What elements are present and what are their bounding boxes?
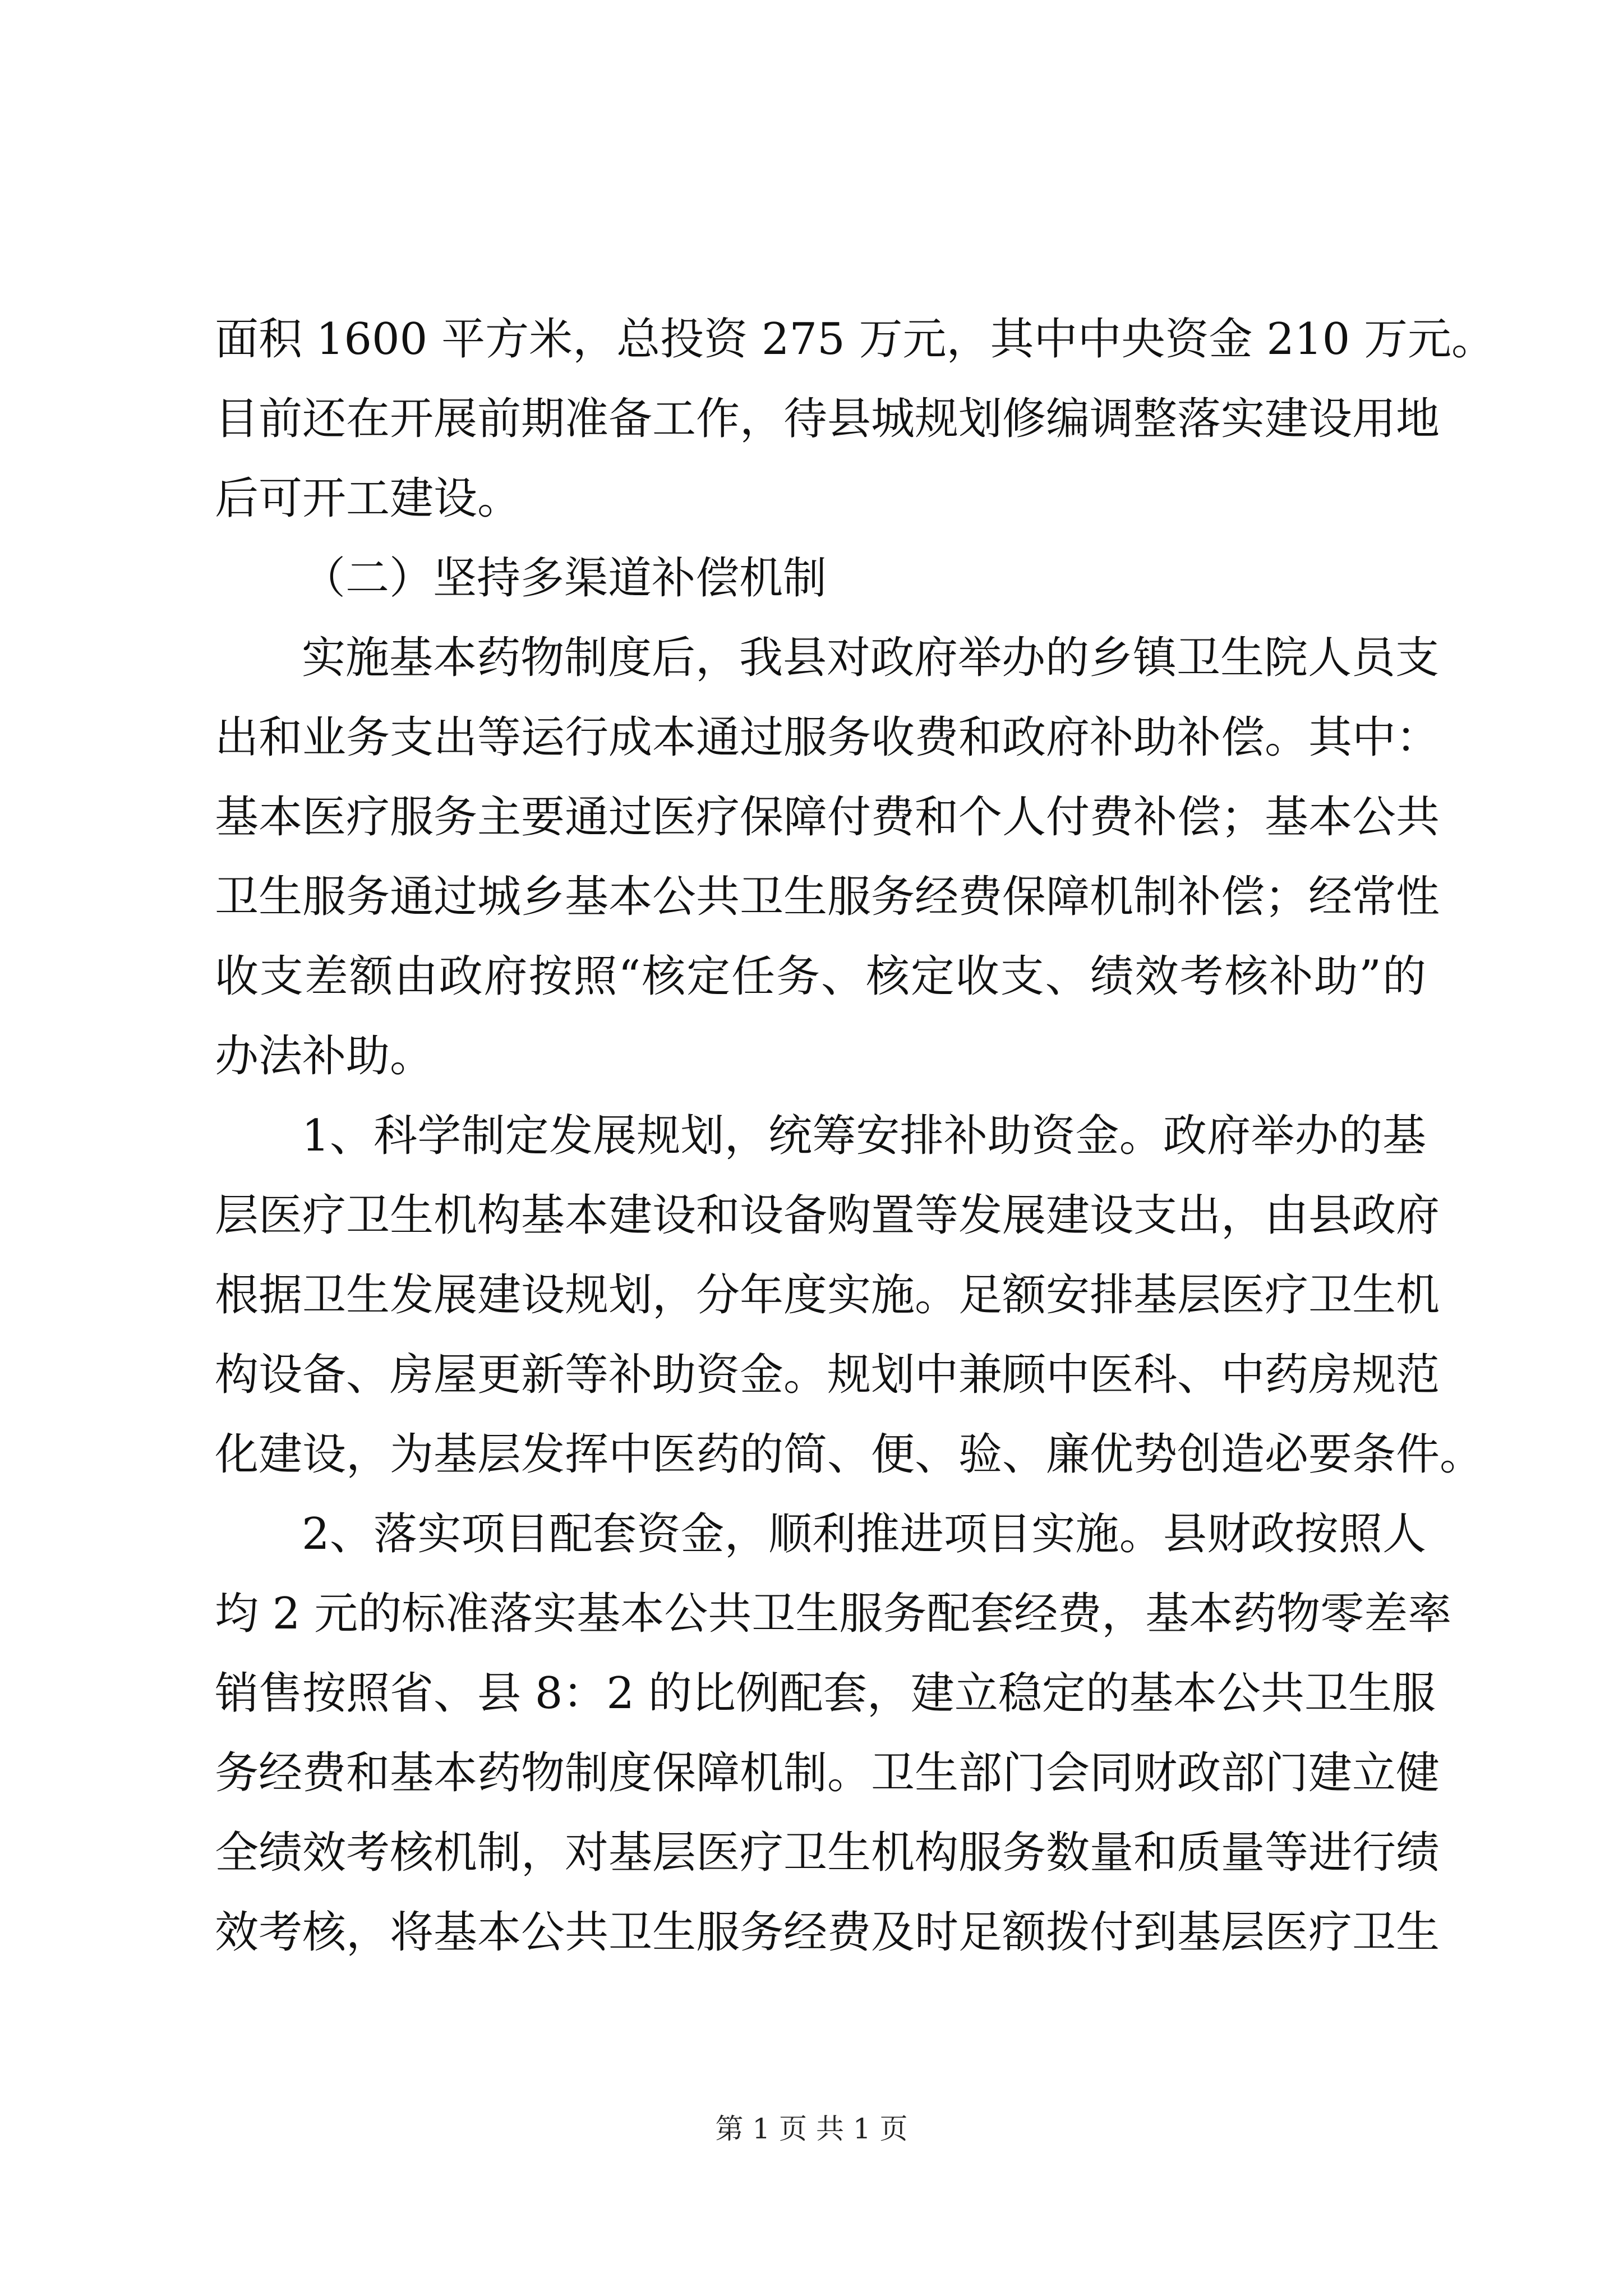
page-number-footer: 第 1 页 共 1 页	[715, 2113, 908, 2145]
paragraph-line: 卫生服务通过城乡基本公共卫生服务经费保障机制补偿；经常性	[215, 872, 1440, 922]
paragraph-line: 化建设，为基层发挥中医药的简、便、验、廉优势创造必要条件。	[215, 1429, 1484, 1480]
paragraph-line: 效考核，将基本公共卫生服务经费及时足额拨付到基层医疗卫生	[215, 1907, 1440, 1958]
paragraph-line: 构设备、房屋更新等补助资金。规划中兼顾中医科、中药房规范	[215, 1350, 1440, 1400]
paragraph-line: 目前还在开展前期准备工作，待县城规划修编调整落实建设用地	[215, 394, 1440, 444]
paragraph-line: 2、落实项目配套资金，顺利推进项目实施。县财政按照人	[302, 1509, 1426, 1559]
paragraph-line: 均 2 元的标准落实基本公共卫生服务配套经费，基本药物零差率	[215, 1589, 1452, 1639]
section-heading: （二）坚持多渠道补偿机制	[302, 553, 827, 604]
paragraph-line: 办法补助。	[215, 1031, 434, 1082]
paragraph-line: 收支差额由政府按照“核定任务、核定收支、绩效考核补助”的	[215, 951, 1426, 1002]
paragraph-line: 销售按照省、县 8：2 的比例配套，建立稳定的基本公共卫生服	[215, 1668, 1436, 1719]
paragraph-line: 1、科学制定发展规划，统筹安排补助资金。政府举办的基	[302, 1111, 1426, 1161]
paragraph-line: 后可开工建设。	[215, 473, 522, 524]
paragraph-line: 根据卫生发展建设规划，分年度实施。足额安排基层医疗卫生机	[215, 1270, 1440, 1320]
paragraph-line: 实施基本药物制度后，我县对政府举办的乡镇卫生院人员支	[302, 633, 1440, 683]
paragraph-line: 出和业务支出等运行成本通过服务收费和政府补助补偿。其中：	[215, 712, 1440, 763]
paragraph-line: 务经费和基本药物制度保障机制。卫生部门会同财政部门建立健	[215, 1748, 1440, 1798]
paragraph-line: 面积 1600 平方米，总投资 275 万元，其中中央资金 210 万元。	[215, 314, 1496, 365]
paragraph-line: 全绩效考核机制，对基层医疗卫生机构服务数量和质量等进行绩	[215, 1828, 1440, 1878]
paragraph-line: 层医疗卫生机构基本建设和设备购置等发展建设支出，由县政府	[215, 1190, 1440, 1241]
paragraph-line: 基本医疗服务主要通过医疗保障付费和个人付费补偿；基本公共	[215, 792, 1440, 843]
